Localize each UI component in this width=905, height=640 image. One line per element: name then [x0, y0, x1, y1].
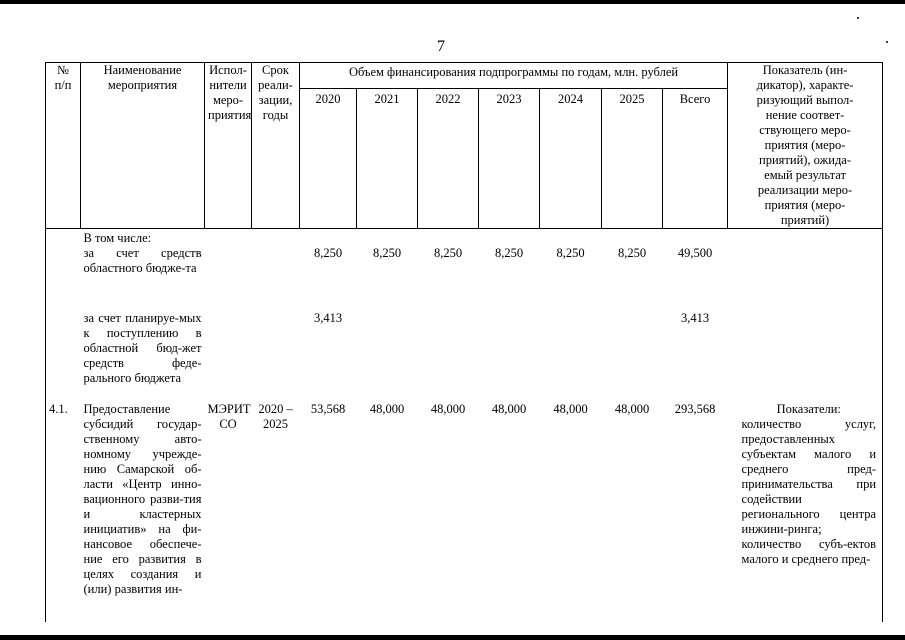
cell-period [252, 246, 300, 297]
header-period: Срок реали- зации, годы [252, 63, 300, 229]
cell-value: 48,000 [430, 402, 466, 416]
cell-index: 4.1. [46, 400, 81, 622]
scan-edge-bottom [0, 635, 905, 640]
cell-total [663, 229, 728, 247]
financing-table [45, 62, 883, 622]
cell-value: 8,250 [556, 246, 585, 260]
cell-value: 53,568 [310, 402, 346, 416]
cell-index [46, 297, 81, 400]
cell-value [357, 297, 418, 400]
indicator-text: количество услуг, предоставленных субъектам малого и среднего пред-принимательства при содействии регионального центра инжини-ринга; количество субъ-ектов малого и среднего пред- [741, 417, 877, 566]
cell-index [46, 229, 81, 247]
cell-period: 2020 – 2025 [258, 402, 293, 431]
cell-value [602, 297, 663, 400]
cell-value [479, 297, 540, 400]
cell-value: 48,000 [614, 402, 650, 416]
cell-total: 49,500 [677, 246, 713, 260]
cell-executor [205, 246, 252, 297]
cell-value: 8,250 [313, 246, 343, 260]
cell-value: 48,000 [553, 402, 588, 416]
header-year-2025: 2025 [602, 88, 663, 228]
cell-indicator [728, 400, 883, 622]
scan-edge-top [0, 0, 905, 4]
header-year-2020: 2020 [300, 88, 357, 228]
cell-value [602, 229, 663, 247]
scan-speck [886, 41, 888, 43]
header-executors: Испол- нители меро- приятия [205, 63, 252, 229]
cell-name: за счет планируе-мых к поступлению в областной бюд-жет средств феде-рального бюджета [83, 311, 202, 385]
cell-executor: МЭРИТ СО [207, 402, 251, 431]
header-year-2021: 2021 [357, 88, 418, 228]
header-indicator: Показатель (ин- дикатор), характе- ризующий выпол- нение соответ- ствующего меро- приятия (меро- приятий), ожида- емый результат реализации меро- приятия (меро- приятий) [728, 63, 883, 229]
cell-value [418, 297, 479, 400]
cell-value [540, 229, 602, 247]
cell-indicator [728, 229, 883, 247]
table-row [46, 400, 883, 622]
cell-name: Предоставление субсидий государ-ственному авто-номному учрежде-нию Самарской об-ласти «Центр инно-вационного разви-тия и кластерных инициатив» на фи-нансовое обеспече-ние его развития в целях создания и (или) развития ин- [83, 402, 202, 596]
cell-value [300, 229, 357, 247]
cell-total: 3,413 [680, 311, 710, 325]
cell-value: 8,250 [617, 246, 647, 260]
page-number: 7 [437, 38, 445, 55]
cell-value: 48,000 [491, 402, 527, 416]
cell-indicator [728, 246, 883, 297]
header-index: № п/п [46, 63, 81, 229]
cell-executor [205, 297, 252, 400]
cell-indicator [728, 297, 883, 400]
table-row [46, 229, 883, 247]
indicator-title: Показатели: [776, 402, 841, 416]
cell-value: 8,250 [433, 246, 463, 260]
cell-value: 3,413 [313, 311, 343, 325]
header-year-2024: 2024 [540, 88, 602, 228]
cell-value [479, 229, 540, 247]
header-year-2022: 2022 [418, 88, 479, 228]
cell-period [252, 229, 300, 247]
cell-name: за счет средств областного бюдже-та [83, 246, 202, 275]
cell-value: 8,250 [372, 246, 402, 260]
cell-value [540, 297, 602, 400]
table-row [46, 246, 883, 297]
header-total: Всего [663, 88, 728, 228]
cell-value: 48,000 [369, 402, 405, 416]
cell-period [252, 297, 300, 400]
cell-index [46, 246, 81, 297]
header-year-2023: 2023 [479, 88, 540, 228]
header-name: Наименование мероприятия [81, 63, 205, 229]
header-financing: Объем финансирования подпрограммы по годам, млн. рублей [300, 63, 728, 89]
cell-value [418, 229, 479, 247]
scan-speck [857, 17, 859, 19]
table-row [46, 297, 883, 400]
cell-value [357, 229, 418, 247]
cell-value: 8,250 [494, 246, 524, 260]
table-header-row [46, 63, 883, 89]
cell-name: В том числе: [83, 231, 152, 245]
cell-total: 293,568 [674, 402, 716, 416]
